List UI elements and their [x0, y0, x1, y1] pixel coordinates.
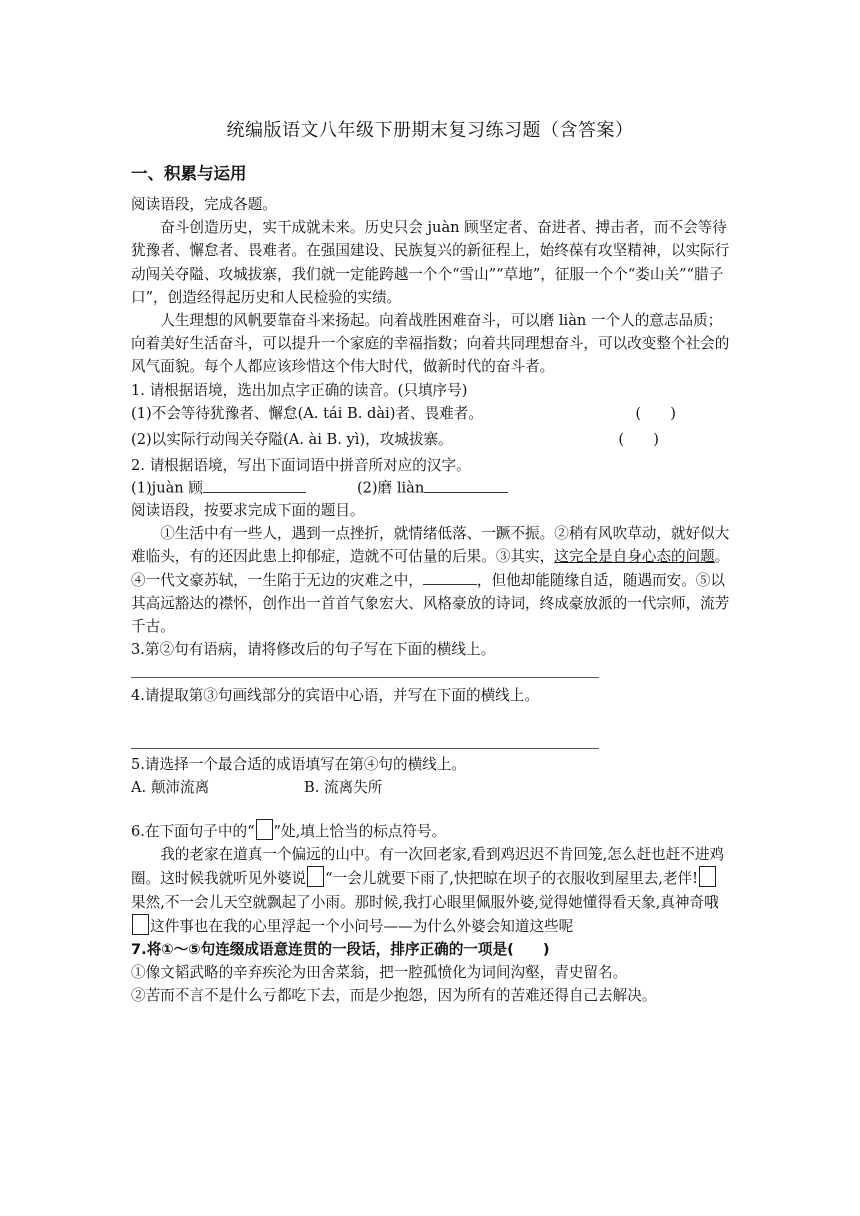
punctuation-box[interactable]: [132, 914, 149, 935]
answer-parentheses: ( ): [635, 404, 676, 422]
document-title: 统编版语文八年级下册期末复习练习题（含答案）: [226, 120, 634, 141]
answer-line[interactable]: [131, 661, 599, 678]
underlined-phrase: 这完全是自身心态的问题: [554, 548, 715, 566]
answer-blank[interactable]: [423, 569, 477, 585]
question-6-text: 6.在下面句子中的“: [131, 823, 255, 841]
section-heading: 一、积累与运用: [131, 164, 247, 183]
answer-line[interactable]: [131, 708, 599, 749]
question-1-item-2: [131, 428, 731, 451]
passage-text: 这件事也在我的心里浮起一个小问号——为什么外婆会知道这些呢: [150, 917, 574, 935]
question-4: 4.请提取第③句画线部分的宾语中心语，并写在下面的横线上。: [131, 687, 539, 705]
question-6: [131, 819, 731, 843]
option-b: B. 流离失所: [304, 778, 383, 796]
question-5-options: [131, 776, 731, 799]
question-2-item-2: (2)磨 liàn: [356, 480, 425, 498]
question-1-item-2-text: (2)以实际行动闯关夺隘(A. ài B. yì)，攻城拔寨。: [131, 431, 453, 449]
reading-intro-2: 阅读语段，按要求完成下面的题目。: [131, 502, 365, 520]
passage-text: ①生活中有一些人，遇到一点挫折，就情绪低落、一蹶不振。②稍有风吹草动，就好似大难临头，有的还因此患上抑郁症，造就不可估量的后果。③其实，: [131, 525, 730, 566]
question-5: 5.请选择一个最合适的成语填写在第④句的横线上。: [131, 755, 466, 773]
question-6-text: ”处,填上恰当的标点符号。: [273, 823, 447, 841]
question-7-item-2: ②苦而不言不是什么亏都吃下去，而是少抱怨，因为所有的苦难还得自己去解决。: [131, 987, 657, 1005]
question-7-item-1: ①像文韬武略的辛弃疾沦为田舍菜翁，把一腔孤愤化为词间沟壑，青史留名。: [131, 964, 628, 982]
question-2: 2. 请根据语境，写出下面词语中拼音所对应的汉字。: [131, 457, 471, 475]
question-3: 3.第②句有语病，请将修改后的句子写在下面的横线上。: [131, 641, 496, 659]
passage-paragraph-2: 人生理想的风帆要靠奋斗来扬起。向着战胜困难奋斗，可以磨 liàn 一个人的意志品质；向着美好生活奋斗，可以提升一个家庭的幸福指数；向着共同理想奋斗，可以改变整个社会的风气面貌。每个人都应该珍惜这个伟大时代，做新时代的奋斗者。: [131, 312, 730, 376]
question-1-item-1: [131, 402, 731, 425]
passage-paragraph-1: 奋斗创造历史，实干成就未来。历史只会 juàn 顾坚定者、奋进者、搏击者，而不会等待犹豫者、懈怠者、畏难者。在强国建设、民族复兴的新征程上，始终葆有攻坚精神，以实际行动闯关夺隘、攻城拔寨，我们就一定能跨越一个个“雪山”“草地”，征服一个个“娄山关”“腊子口”，创造经得起历史和人民检验的实绩。: [131, 219, 730, 306]
passage-paragraph-3: [131, 522, 731, 638]
reading-intro: 阅读语段，完成各题。: [131, 196, 277, 213]
punctuation-box[interactable]: [307, 866, 324, 887]
answer-blank[interactable]: [203, 477, 306, 493]
document-body: [131, 193, 731, 1008]
question-1-item-1-text: (1)不会等待犹豫者、懈怠(A. tái B. dài)者、畏难者。: [131, 404, 483, 422]
passage-text: 我的老家在道真一个偏远的山中。有一次回老家,看到鸡迟迟不肯回笼,怎么赶也赶不进鸡圈。这时候我就听见外婆说: [131, 846, 725, 888]
option-a: A. 颠沛流离: [131, 778, 210, 796]
question-1: 1. 请根据语境，选出加点字正确的读音。(只填序号): [131, 381, 468, 399]
passage-text: ，但他却能随缘自适，随遇而安。⑤以其高远豁达的襟怀，创作出一首首气象宏大、风格豪放的诗词，终成豪放派的一代宗师，流芳千古。: [131, 571, 730, 636]
question-2-item-1: (1)juàn 顾: [131, 480, 203, 498]
passage-text: “一会儿就要下雨了,快把晾在坝子的衣服收到屋里去,老伴!: [325, 870, 698, 888]
answer-parentheses: ( ): [618, 431, 659, 449]
question-6-passage: [131, 843, 731, 938]
punctuation-box: [256, 819, 273, 840]
punctuation-box[interactable]: [699, 866, 716, 887]
question-2-items: [131, 477, 731, 499]
passage-text: 。④一代文豪苏轼，一生陷于无边的灾难之中，: [131, 548, 730, 589]
question-7: 7.将①～⑤句连缀成语意连贯的一段话，排序正确的一项是( ): [131, 941, 550, 959]
answer-blank[interactable]: [424, 477, 508, 493]
passage-text: 果然,不一会儿天空就飘起了小雨。那时候,我打心眼里佩服外婆,觉得她懂得看天象,真神奇哦: [131, 893, 719, 911]
